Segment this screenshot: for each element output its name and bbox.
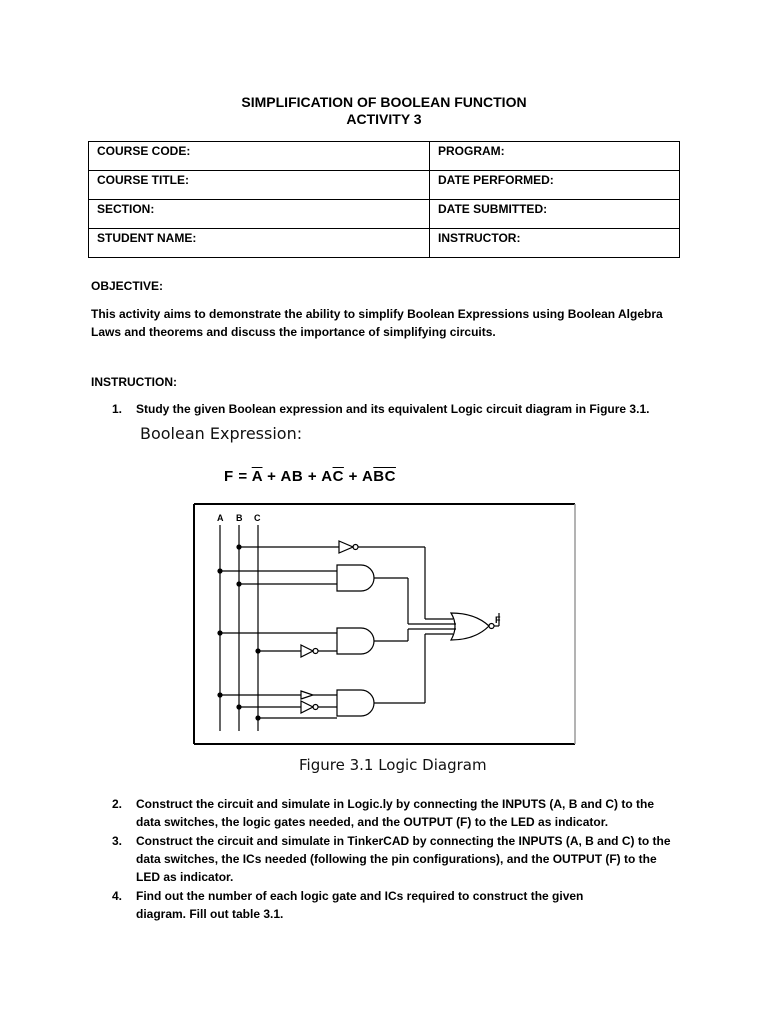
output-f-label: F: [495, 615, 501, 625]
table-row: [89, 171, 680, 200]
logic-diagram: [193, 503, 577, 745]
activity-title: SIMPLIFICATION OF BOOLEAN FUNCTION: [241, 94, 527, 110]
step-text: Construct the circuit and simulate in TinkerCAD by connecting the INPUTS (A, B and C) to the data switches, the ICs needed (following the pin configurations), and the OUTPUT (F) to the LED as indicator.: [136, 834, 671, 884]
date-submitted-cell[interactable]: DATE SUBMITTED:: [430, 200, 680, 229]
table-row: [89, 229, 680, 258]
activity-subtitle: ACTIVITY 3: [346, 111, 422, 127]
instructor-cell[interactable]: INSTRUCTOR:: [430, 229, 680, 258]
expr-a-bar: $\overline{A}$: [251, 468, 263, 485]
step-text: Study the given Boolean expression and its equivalent Logic circuit diagram in Figure 3.1.: [136, 402, 650, 416]
input-c-label: C: [254, 513, 261, 523]
course-code-cell[interactable]: COURSE CODE:: [89, 142, 430, 171]
instruction-step-1: [112, 400, 682, 418]
input-b-label: B: [236, 513, 243, 523]
input-a-label: A: [217, 513, 224, 523]
objective-heading: OBJECTIVE:: [91, 279, 164, 293]
step-text: Find out the number of each logic gate and ICs required to construct the given diagram. Fill out table 3.1.: [136, 889, 584, 921]
instruction-heading: INSTRUCTION:: [91, 375, 177, 389]
boolean-expression: [224, 468, 396, 485]
table-row: [89, 142, 680, 171]
figure-caption: Figure 3.1 Logic Diagram: [299, 756, 487, 774]
boolean-expression-heading: Boolean Expression:: [140, 424, 303, 443]
info-table: [88, 141, 680, 258]
step-number: 4.: [112, 889, 123, 903]
date-performed-cell[interactable]: DATE PERFORMED:: [430, 171, 680, 200]
program-cell[interactable]: PROGRAM:: [430, 142, 680, 171]
instruction-step-3: [112, 832, 682, 886]
expr-mid: + AB + A: [262, 468, 333, 485]
step-text: Construct the circuit and simulate in Logic.ly by connecting the INPUTS (A, B and C) to the data switches, the logic gates needed, and the OUTPUT (F) to the LED as indicator.: [136, 797, 655, 829]
step-number: 1.: [112, 402, 123, 416]
expr-prefix: F =: [224, 468, 252, 485]
section-cell[interactable]: SECTION:: [89, 200, 430, 229]
instruction-step-2: [112, 795, 682, 831]
course-title-cell[interactable]: COURSE TITLE:: [89, 171, 430, 200]
expr-mid2: + A: [343, 468, 374, 485]
expr-c-bar: $\overline{C}$: [332, 468, 344, 485]
instruction-step-4: [112, 887, 632, 923]
step-number: 3.: [112, 834, 123, 848]
step-number: 2.: [112, 797, 123, 811]
expr-bc-bar: $\overline{BC}$: [373, 468, 396, 485]
table-row: [89, 200, 680, 229]
objective-text: This activity aims to demonstrate the ability to simplify Boolean Expressions using Boolean Algebra Laws and theorems and discuss the importance of simplifying circuits.: [91, 307, 663, 339]
student-name-cell[interactable]: STUDENT NAME:: [89, 229, 430, 258]
